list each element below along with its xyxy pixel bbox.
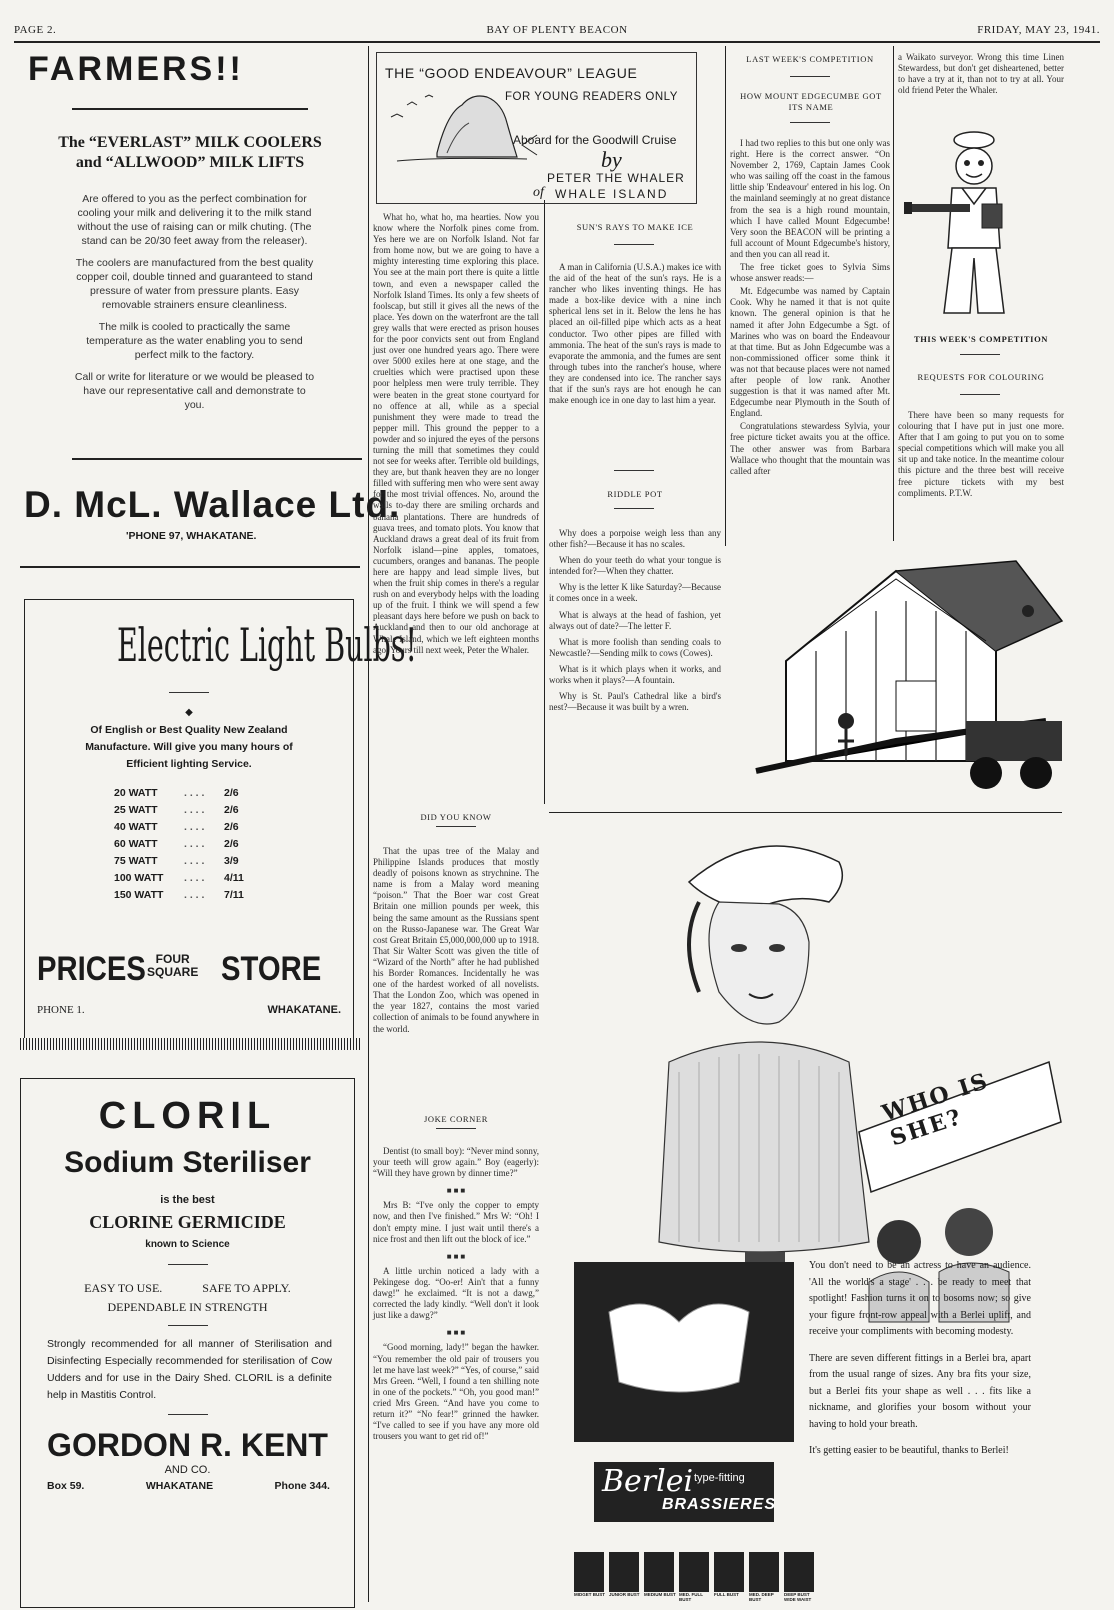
joke: “Good morning, lady!” began the hawker. “You remember the old pair of trousers you let me have last week?” “Yes, of course,” said Mrs Green. “Well, I found a ten shilling note in one of the pockets.” “Oh, you good man!” cried Mrs Green. “And have you come to return it?” “No fear!” grinned the hawker. “I've called to see if you have any more old trousers you want to get rid of!”	[373, 1342, 539, 1442]
cloril-ad	[20, 1078, 355, 1608]
cloril-recommend: Strongly recommended for all manner of Sterilisation and Disinfecting Especially recommended for sterilisation of Cow Udders and for use in the Dairy Shed. CLORIL is a definite help in Mastitis Control.	[47, 1338, 332, 1401]
ad-paragraph: Call or write for literature or we would be pleased to have our representative call and demonstrate to you.	[74, 371, 315, 411]
divider	[168, 1414, 208, 1415]
bird-icon	[407, 102, 417, 105]
cloril-dependable: DEPENDABLE IN STRENGTH	[107, 1300, 268, 1314]
eye	[731, 944, 747, 952]
league-banner	[376, 52, 697, 204]
cloril-line: known to Science	[145, 1239, 230, 1250]
riddle-list	[549, 528, 721, 798]
dress	[659, 1042, 869, 1252]
sailor-eye	[964, 160, 970, 166]
product-line: The “EVERLAST” MILK COOLERS	[58, 134, 322, 151]
bird-icon	[425, 95, 433, 97]
price-list	[25, 787, 353, 906]
separator: ■ ■ ■	[446, 1251, 466, 1261]
price-row: 25 WATT . . . . 2/6	[114, 804, 239, 816]
divider	[614, 470, 654, 471]
store-name-right: STORE	[221, 950, 322, 988]
divider	[20, 566, 360, 568]
waterline	[397, 158, 527, 161]
truck-wheel	[1020, 757, 1052, 789]
column-divider	[544, 200, 545, 804]
divider	[960, 354, 1000, 355]
page-number: PAGE 2.	[14, 24, 57, 36]
bulbs-title: Electric Light Bulbs!	[116, 618, 418, 672]
cloril-company: GORDON R. KENT	[47, 1427, 328, 1463]
sailor-cap	[954, 132, 994, 148]
price-row: 75 WATT . . . . 3/9	[114, 855, 239, 867]
eye	[769, 944, 785, 952]
fitting-figure	[784, 1552, 814, 1592]
product-line: and “ALLWOOD” MILK LIFTS	[75, 154, 305, 171]
store-town: WHAKATANE.	[267, 1004, 341, 1016]
league-cruise: Aboard for the Goodwill Cruise	[513, 133, 677, 147]
truck-bed	[966, 721, 1062, 761]
riddle-item: What is it which plays when it works, and works when it plays?—A fountain.	[549, 663, 721, 686]
league-letter	[373, 212, 539, 802]
sailor-eye	[978, 160, 984, 166]
telescope-end	[904, 202, 912, 214]
requests-heading: REQUESTS FOR COLOURING	[917, 372, 1045, 382]
cloril-box: Box 59.	[47, 1480, 85, 1492]
joke: Dentist (to small boy): “Never mind sonny, your teeth will grow again.” Boy (eagerly): “Will they have grown by dinner time?”	[373, 1146, 539, 1179]
bra-fitting-figures	[574, 1552, 814, 1592]
store-name: PRICES	[37, 950, 146, 988]
bulbs-desc: Manufacture. Will give you many hours of	[85, 741, 293, 753]
divider	[72, 108, 308, 110]
house-building-illustration	[746, 541, 1062, 799]
letter-text: What ho, what ho, ma hearties. Now you know where the Norfolk pines come from. Yes here we are on Norfolk Island. Not far from home now, but we are going to have a mighty interesting time exploring this place. You see at the main port there is quite a little town, and even a newspaper called the Norfolk Island Times. Its only a few sheets of foolscap, but still it gives all the news of the place. Yes down on the waterfront are the tall grey walls that were erected as prison houses for the poor convicts sent out from England just over one hundred years ago. There were over 5000 exiles here at one stage, and the cruelties which were practised upon these poor helpless men were truly terrible. They were beaten in the great stone courtyard for no offence at all, while as a special punishment they were made to tread the pepper mill. This ground the pepper to a powder and so injured the eyes of the persons turning the mill that sometimes they could not see for weeks after. Terrible old buildings, they are, but thank heaven they are no longer filled with suffering men who were sent away for the most trivial offences. No, around the walls to-day there are smiling orchards and banana plantations. There are hundreds of guava trees, and tomato plots. You know that Auckland draws a great deal of its fruit from Norfolk island—pine apples, tomatoes, cucumbers, oranges and bananas. The people here are happy and lead simple lives, but when the fruit ship comes in there's a regular rush on and everybody helps with the loading up of the fruit. I think we will spend a few pleasant days here before we push on back to Auckland and then to our old anchorage at Whale Island, which we left eighteen months ago. Yours till next week, Peter the Whaler.	[373, 212, 539, 655]
divider	[614, 508, 654, 509]
telescope	[910, 204, 970, 212]
suns-rays-text: A man in California (U.S.A.) makes ice with the aid of the heat of the sun's rays. He is a rancher who likes inventing things. He has made a box-like device with a nine inch spherical lens set in it. Below the lens he has placed an oil-filled pipe which acts as a heat conductor. Two other pipes are filled with ammonia. The heat of the sun's rays is made to evaporate the ammonia, and the fumes are sent through tubes into the rancher's house, where they are condensed into ice. The rancher says that if the sun's rays are hot enough he can make enough ice in one day to last him a year.	[549, 262, 721, 406]
league-by: by	[601, 147, 622, 172]
did-you-know-text: That the upas tree of the Malay and Philippine Islands produces that mostly deadly of poisons known as strychnine. The name is from a Malay word meaning “poison.” That the Boer war cost Great Britain one million pounds per week, this being the same amount as the Russians spent on the Russo-Japanese war. The Great War cost Great Britain £5,000,000,000 up to 1918. That Sir Walter Scott was given the title of “Wizard of the North” after he had published his Border Romances. Incidentally he was one of the hardest worked of all novelists. That the London Zoo, which was opened in the year 1827, contains the most varied collection of animals to be found anywhere in the world.	[373, 846, 539, 1034]
berlei-ad	[549, 822, 1062, 1606]
truck-wheel	[970, 757, 1002, 789]
window	[896, 681, 936, 731]
league-title: THE “GOOD ENDEAVOUR” LEAGUE	[385, 65, 638, 81]
column-divider	[368, 46, 369, 1602]
hat	[689, 846, 842, 912]
suns-rays-heading: SUN'S RAYS TO MAKE ICE	[576, 222, 694, 232]
last-week-subtitle: HOW MOUNT EDGECUMBE GOT ITS NAME	[740, 91, 882, 112]
fitting-figure	[749, 1552, 779, 1592]
ad-paragraph: The coolers are manufactured from the best quality copper coil, double tinned and guaranteed to stand pressure of water from pressure plants. Easy removable strainers ensure cleanliness.	[75, 257, 314, 311]
bulbs-desc: Efficient lighting Service.	[126, 758, 252, 770]
competition-text-cont: a Waikato surveyor. Wrong this time Linen Stewardess, but don't get disheartened, better to have a try at it, than not to try at all. Your old friend Peter the Whaler.	[898, 52, 1064, 96]
sailor-illustration	[904, 108, 1034, 318]
joke: A little urchin noticed a lady with a Pekingese dog. “Oo-er! Ain't that a funny dawg!” he exclaimed. “It is not a dawg,” corrected the lady kindly. “Well don't it look just like a dawg?”	[373, 1265, 539, 1321]
sailor-head	[956, 148, 992, 184]
ad-paragraph: Are offered to you as the perfect combination for cooling your milk and delivering it to the milk stand without the use of raising can or milk chuting. (The stand can be 20/30 feet away from the releaser).	[77, 193, 312, 247]
riddle-item: What is always at the head of fashion, yet always out of date?—The letter F.	[549, 609, 721, 631]
competition-text: I had two replies to this but one only was right. Here is the correct answer. “On November 2, 1769, Captain James Cook who was sailing off the coast in the famous little ship 'Endeavour' entered in his log. On the mainland seemingly at no great distance from the sea is a high round mountain, which I have called Mount Edgecumbe! Very soon the BEACON will be printing a full account of Mount Edgecumbe's history, and then you can all read it. The free ticket goes to Sylvia Sims whose answer reads:— Mt. Edgecumbe was named by Captain Cook. Why he named it that is not quite known. The general opinion is that he named it after John Edgecumbe a Sgt. of Marines who was on board the Endeavour at that time. But as John Edgecumbe was a non-commissioned officer some think it was not that because places were not named after people of low rank. Another suggestion is that it was named after Mt. Edgecumbe near Plymouth in the South of England. Congratulations stewardess Sylvia, your free picture ticket awaits you at the office. The other answer was from Barbara Wallace who thought that the mountain was called after	[730, 138, 890, 476]
bird-icon	[391, 114, 403, 117]
divider	[790, 122, 830, 123]
price-row: 20 WATT . . . . 2/6	[114, 787, 239, 799]
hair	[689, 902, 699, 992]
cloril-brand: CLORIL	[98, 1095, 277, 1137]
divider	[168, 1264, 208, 1265]
cloril-company-sub: AND CO.	[164, 1464, 211, 1476]
divider	[436, 826, 476, 827]
joke-corner-heading: JOKE CORNER	[424, 1114, 488, 1124]
riddle-item: Why is St. Paul's Cathedral like a bird's nest?—Because it was built by a wren.	[549, 691, 721, 713]
did-you-know-heading: DID YOU KNOW	[420, 812, 492, 822]
price-row: 100 WATT . . . . 4/11	[114, 872, 244, 884]
bulbs-ad	[24, 599, 418, 1043]
separator: ■ ■ ■	[446, 1186, 466, 1196]
cloril-phone: Phone 344.	[274, 1480, 330, 1492]
divider	[436, 1128, 476, 1129]
farmers-ad	[20, 50, 360, 470]
joke: Mrs B: “I've only the copper to empty now, and then I've finished.” Mrs W: “Oh! I don't empty mine. I just wait until there's a nice frost and then lift out the block of ice.”	[373, 1200, 539, 1244]
riddle-item: Why does a porpoise weigh less than any other fish?—Because it has no scales.	[549, 528, 721, 550]
ad-paragraph: The milk is cooled to practically the same temperature as the water enabling you to send perfect milk to the factory.	[86, 321, 303, 361]
league-author: PETER THE WHALER	[547, 171, 685, 185]
cloril-safe: SAFE TO APPLY.	[202, 1281, 291, 1295]
store-name-middle: FOUR SQUARE	[147, 952, 199, 979]
bullet-icon: ◆	[185, 707, 193, 718]
joke-corner-text	[373, 1146, 539, 1606]
fitting-figure	[574, 1552, 604, 1592]
league-author: WHALE ISLAND	[555, 187, 669, 201]
riddle-heading: RIDDLE POT	[607, 489, 663, 499]
cloril-line: is the best	[160, 1194, 215, 1206]
last-week-heading: LAST WEEK'S COMPETITION	[746, 54, 874, 64]
divider	[169, 692, 209, 693]
separator: ■ ■ ■	[446, 1328, 466, 1338]
fitting-labels: MIDGET BUST JUNIOR BUST MEDIUM BUST MED. FULL BUST FULL BUST MED. DEEP BUST DEEP BUST WIDE WAIST	[574, 1592, 812, 1602]
cloril-product: Sodium Steriliser	[64, 1146, 311, 1179]
newspaper-name: BAY OF PLENTY BEACON	[486, 24, 628, 36]
berlei-type: type-fitting	[694, 1472, 745, 1484]
sailor-trousers	[944, 248, 1004, 313]
column-divider	[725, 46, 726, 546]
riddle-item: When do your teeth do what your tongue is intended for?—When they chatter.	[549, 555, 721, 577]
price-row: 40 WATT . . . . 2/6	[114, 821, 239, 833]
this-week-heading: THIS WEEK'S COMPETITION	[913, 334, 1049, 344]
fitting-figure	[644, 1552, 674, 1592]
price-row: 60 WATT . . . . 2/6	[114, 838, 239, 850]
farmers-title: FARMERS!!	[28, 50, 244, 88]
divider	[549, 812, 1062, 813]
riddle-item: What is more foolish than sending coals to Newcastle?—Sending milk to cows (Cowes).	[549, 636, 721, 658]
store-phone: PHONE 1.	[37, 1004, 85, 1016]
worker-figure	[838, 713, 854, 729]
riddle-item: Why is the letter K like Saturday?—Because it comes once in a week.	[549, 582, 721, 604]
bulbs-desc: Of English or Best Quality New Zealand	[90, 724, 288, 736]
berlei-brand: Berlei	[602, 1464, 694, 1499]
divider	[168, 1325, 208, 1326]
hatched-border	[20, 1038, 360, 1050]
cloril-town: WHAKATANE	[145, 1480, 214, 1492]
header-rule	[14, 41, 1100, 43]
page-header	[14, 24, 1100, 40]
who-is-she-text: WHO IS SHE?	[879, 1067, 993, 1152]
berlei-copy: You don't need to be an actress to have an audience. 'All the world's a stage' . . . be ready to meet that spotlight! Fashion turns it on to bosoms now; so give your figure front-row appeal with a Berlei uplift, and receive your compliments with becoming modesty. There are seven different fittings in a Berlei bra, apart from the usual range of sizes. Any bra fits your size, but a Berlei fits your shape as well . . . fits like a nickname, and glorifies your bosom without your having to hold your breath. It's getting easier to be beautiful, thanks to Berlei!	[809, 1260, 1031, 1456]
company-phone: 'PHONE 97, WHAKATANE.	[126, 530, 257, 542]
league-subtitle: FOR YOUNG READERS ONLY	[505, 91, 678, 103]
divider	[72, 458, 362, 460]
cloril-germicide: CLORINE GERMICIDE	[89, 1212, 286, 1232]
requests-text: There have been so many requests for colouring that I have put in just one more. After that I am going to put you on to some special competitions which will make you all sit up and take notice. In the meantime colour this picture and the three best will receive free picture tickets with my best compliments. P.T.W.	[898, 410, 1064, 498]
woman-face	[709, 902, 809, 1024]
woman-head-right	[945, 1208, 993, 1256]
price-row: 150 WATT . . . . 7/11	[114, 889, 244, 901]
divider	[614, 244, 654, 245]
divider	[790, 76, 830, 77]
worker-figure	[1022, 605, 1034, 617]
league-of: of	[533, 185, 544, 200]
fitting-figure	[609, 1552, 639, 1592]
berlei-logo-block	[594, 1462, 777, 1522]
fitting-figure	[679, 1552, 709, 1592]
cloril-easy: EASY TO USE.	[84, 1281, 163, 1295]
sailor-hand	[982, 204, 1002, 228]
column-divider	[893, 46, 894, 546]
company-name: D. McL. Wallace Ltd.	[24, 484, 401, 525]
berlei-product: BRASSIERES	[662, 1496, 777, 1513]
fitting-figure	[714, 1552, 744, 1592]
divider	[960, 394, 1000, 395]
issue-date: FRIDAY, MAY 23, 1941.	[977, 24, 1100, 36]
